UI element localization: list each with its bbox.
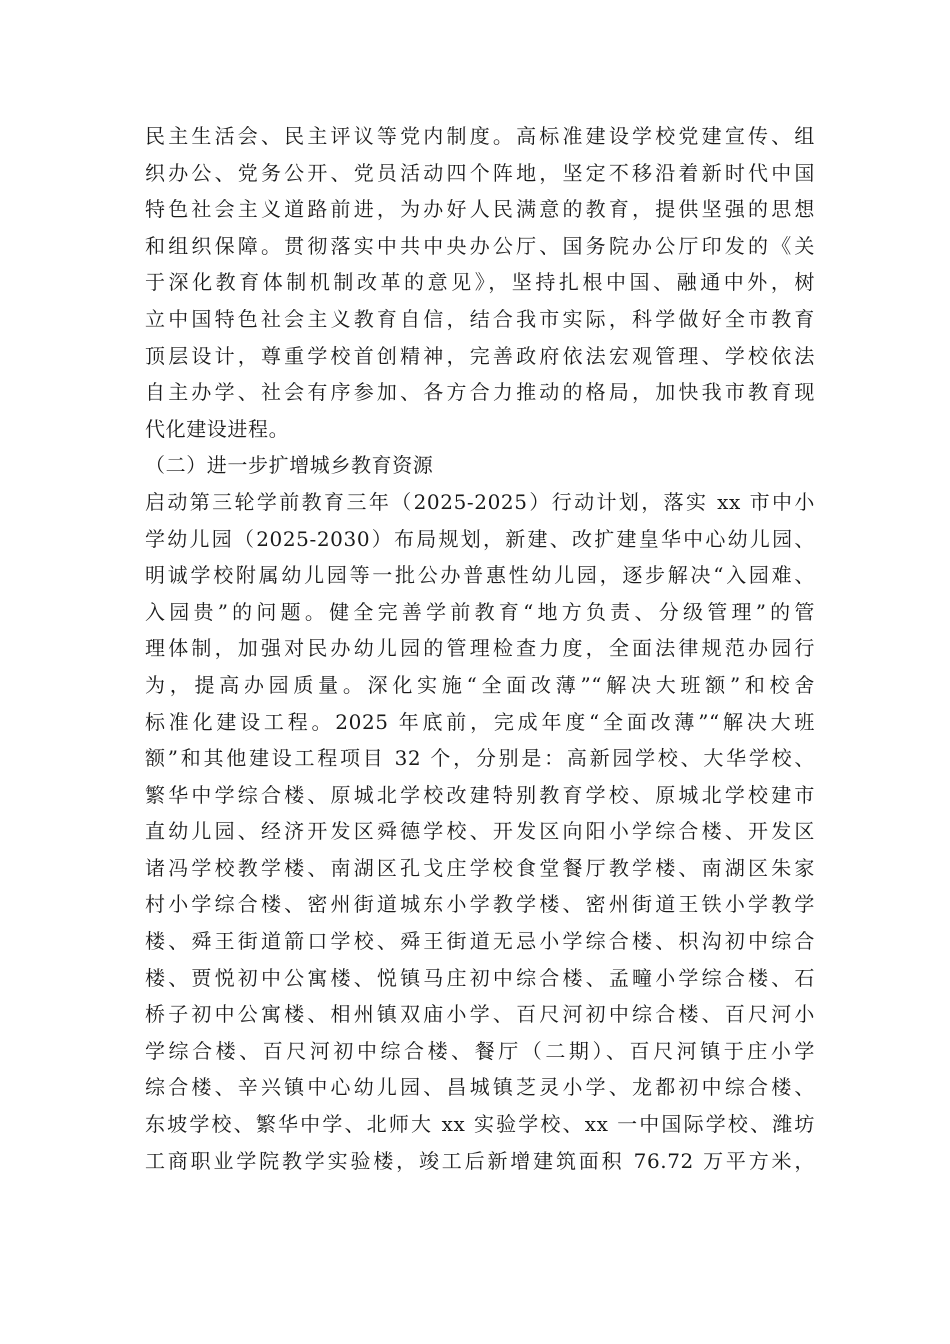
text-line: 入园贵”的问题。健全完善学前教育“地方负责、分级管理”的管	[145, 599, 815, 624]
text-line: 理体制，加强对民办幼儿园的管理检查力度，全面法律规范办园行	[145, 636, 815, 661]
text-line: 标准化建设工程。2025 年底前，完成年度“全面改薄”“解决大班	[145, 709, 815, 734]
text-line: 桥子初中公寓楼、相州镇双庙小学、百尺河初中综合楼、百尺河小	[145, 1002, 815, 1027]
text-line: 为，提高办园质量。深化实施“全面改薄”“解决大班额”和校舍	[145, 672, 815, 697]
text-line: 学综合楼、百尺河初中综合楼、餐厅（二期）、百尺河镇于庄小学	[145, 1038, 815, 1063]
text-line: 村小学综合楼、密州街道城东小学教学楼、密州街道王铁小学教学	[145, 892, 815, 917]
text-line: 诸冯学校教学楼、南湖区孔戈庄学校食堂餐厅教学楼、南湖区朱家	[145, 855, 815, 880]
text-line: 自主办学、社会有序参加、各方合力推动的格局，加快我市教育现	[145, 380, 815, 405]
text-line: 东坡学校、繁华中学、北师大 xx 实验学校、xx 一中国际学校、潍坊	[145, 1112, 815, 1137]
text-line: 明诚学校附属幼儿园等一批公办普惠性幼儿园，逐步解决“入园难、	[145, 563, 815, 588]
text-line: 和组织保障。贯彻落实中共中央办公厅、国务院办公厅印发的《关	[145, 233, 815, 258]
text-line: 顶层设计，尊重学校首创精神，完善政府依法宏观管理、学校依法	[145, 343, 815, 368]
text-line: 代化建设进程。	[145, 416, 290, 441]
text-line: 综合楼、辛兴镇中心幼儿园、昌城镇芝灵小学、龙都初中综合楼、	[145, 1075, 815, 1100]
text-line: 学幼儿园（2025-2030）布局规划，新建、改扩建皇华中心幼儿园、	[145, 526, 815, 551]
section-heading: （二）进一步扩增城乡教育资源	[145, 453, 434, 478]
text-line: 民主生活会、民主评议等党内制度。高标准建设学校党建宣传、组	[145, 124, 815, 148]
body-text	[145, 118, 815, 1179]
paragraph-1	[145, 118, 815, 447]
text-line: 楼、贾悦初中公寓楼、悦镇马庄初中综合楼、孟疃小学综合楼、石	[145, 965, 815, 990]
text-line: 启动第三轮学前教育三年（2025-2025）行动计划，落实 xx 市中小	[145, 489, 815, 514]
text-line: 楼、舜王街道箭口学校、舜王街道无忌小学综合楼、枳沟初中综合	[145, 929, 815, 954]
text-line: 工商职业学院教学实验楼，竣工后新增建筑面积 76.72 万平方米，	[145, 1148, 815, 1173]
text-line: 额”和其他建设工程项目 32 个，分别是：高新园学校、大华学校、	[145, 746, 815, 771]
text-line: 繁华中学综合楼、原城北学校改建特别教育学校、原城北学校建市	[145, 782, 815, 807]
paragraph-2	[145, 484, 815, 1179]
text-line: 立中国特色社会主义教育自信，结合我市实际，科学做好全市教育	[145, 306, 815, 331]
text-line: 于深化教育体制机制改革的意见》，坚持扎根中国、融通中外，树	[145, 270, 815, 295]
text-line: 织办公、党务公开、党员活动四个阵地，坚定不移沿着新时代中国	[145, 160, 815, 185]
text-line: 特色社会主义道路前进，为办好人民满意的教育，提供坚强的思想	[145, 197, 815, 222]
text-line: 直幼儿园、经济开发区舜德学校、开发区向阳小学综合楼、开发区	[145, 819, 815, 844]
